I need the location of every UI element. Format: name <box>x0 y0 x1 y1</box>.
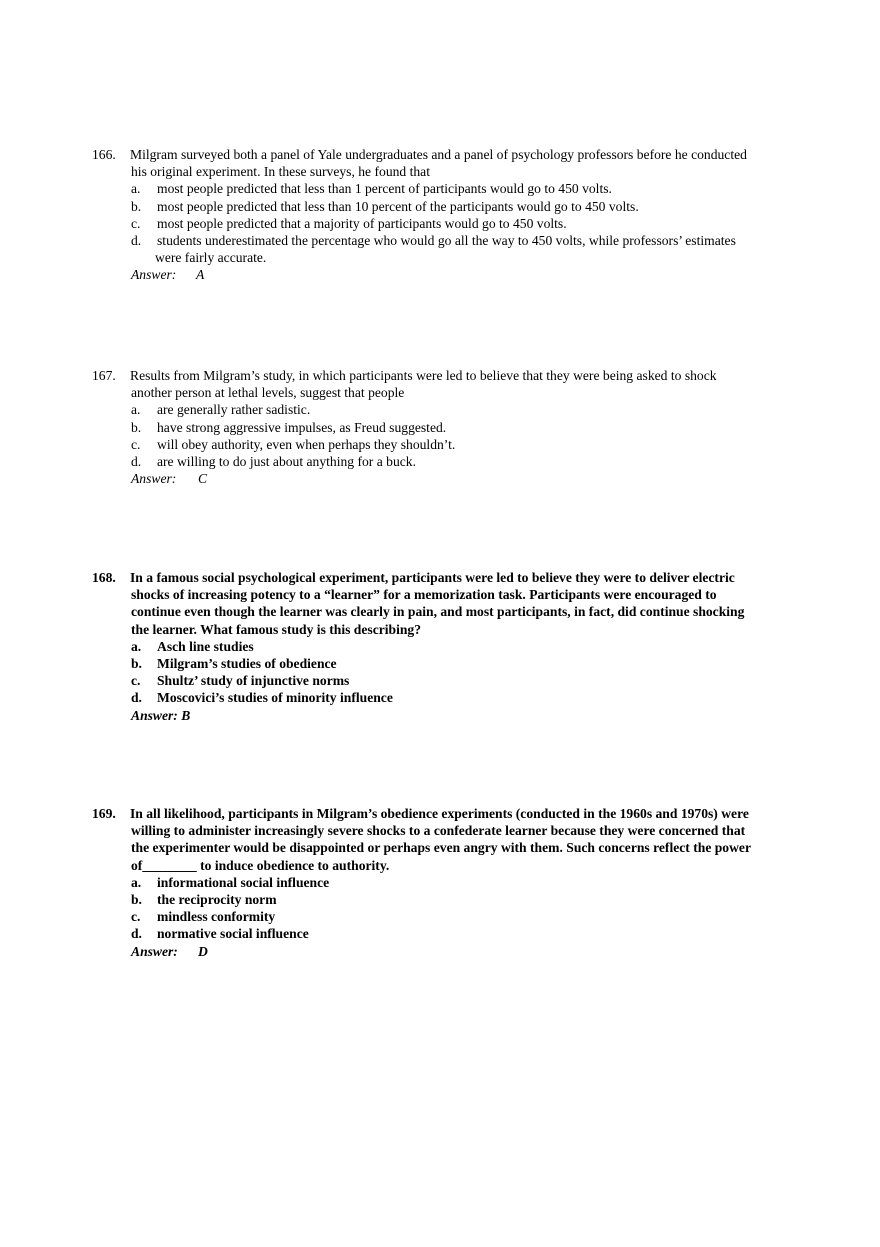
option-a: a. most people predicted that less than 1 percent of participants would go to 450 volts. <box>131 181 612 197</box>
stem-line: the experimenter would be disappointed or perhaps even angry with them. Such concerns reflect the power <box>131 840 751 856</box>
option-b: b. Milgram’s studies of obedience <box>131 655 337 671</box>
option-b: b. have strong aggressive impulses, as Freud suggested. <box>131 419 447 435</box>
option-c: c. mindless conformity <box>131 909 276 925</box>
answer-line <box>92 943 792 960</box>
question-169 <box>92 805 792 960</box>
answer-label: Answer: B <box>131 707 191 723</box>
question-number: 168. <box>92 570 116 585</box>
option-c: c. Shultz’ study of injunctive norms <box>131 673 350 689</box>
stem-line: continue even though the learner was clearly in pain, and most participants, in fact, did continue shocking <box>131 604 745 620</box>
answer-label: Answer: <box>131 943 178 959</box>
option-c: c. will obey authority, even when perhaps they shouldn’t. <box>131 436 456 452</box>
question-stem <box>92 367 792 384</box>
answer-label: Answer: <box>131 267 177 283</box>
option-a: a. are generally rather sadistic. <box>131 402 311 418</box>
stem-line: the learner. What famous study is this describing? <box>131 621 422 637</box>
option-b: b. the reciprocity norm <box>131 891 277 907</box>
answer-value: C <box>198 471 208 487</box>
question-stem <box>92 805 792 822</box>
question-stem <box>92 146 792 163</box>
question-166 <box>92 146 792 284</box>
question-167 <box>92 367 792 487</box>
stem-line: his original experiment. In these surveys, he found that <box>131 164 430 180</box>
answer-label: Answer: <box>131 471 177 487</box>
option-a: a. Asch line studies <box>131 638 254 654</box>
option-c: c. most people predicted that a majority of participants would go to 450 volts. <box>131 215 567 231</box>
stem-line: shocks of increasing potency to a “learner” for a memorization task. Participants were encouraged to <box>131 587 717 603</box>
answer-line <box>92 470 792 487</box>
stem-line: another person at lethal levels, suggest that people <box>131 385 405 401</box>
answer-value: D <box>198 943 208 959</box>
stem-line: willing to administer increasingly severe shocks to a confederate learner because they were concerned that <box>131 823 746 839</box>
option-d: d. normative social influence <box>131 926 309 942</box>
option-d: d. Moscovici’s studies of minority influence <box>131 690 393 706</box>
stem-line: In all likelihood, participants in Milgram’s obedience experiments (conducted in the 1960s and 1970s) were <box>130 806 749 821</box>
question-number: 169. <box>92 806 116 821</box>
stem-line: Results from Milgram’s study, in which participants were led to believe that they were being asked to shock <box>130 368 717 383</box>
stem-line: Milgram surveyed both a panel of Yale undergraduates and a panel of psychology professors before he conducted <box>130 147 747 162</box>
question-number: 167. <box>92 368 116 383</box>
option-b: b. most people predicted that less than 10 percent of the participants would go to 450 volts. <box>131 198 639 214</box>
option-d: d. are willing to do just about anything for a buck. <box>131 453 416 469</box>
answer-line <box>92 266 792 283</box>
stem-line: of________ to induce obedience to authority. <box>131 857 390 873</box>
option-d-continued: were fairly accurate. <box>155 250 267 266</box>
option-d: d. students underestimated the percentage who would go all the way to 450 volts, while professors’ estimates <box>131 232 736 248</box>
question-number: 166. <box>92 147 116 162</box>
answer-line <box>92 707 792 724</box>
answer-value: A <box>196 267 205 283</box>
question-stem <box>92 569 792 586</box>
option-a: a. informational social influence <box>131 874 330 890</box>
stem-line: In a famous social psychological experiment, participants were led to believe they were to deliver electric <box>130 570 735 585</box>
question-168 <box>92 569 792 724</box>
